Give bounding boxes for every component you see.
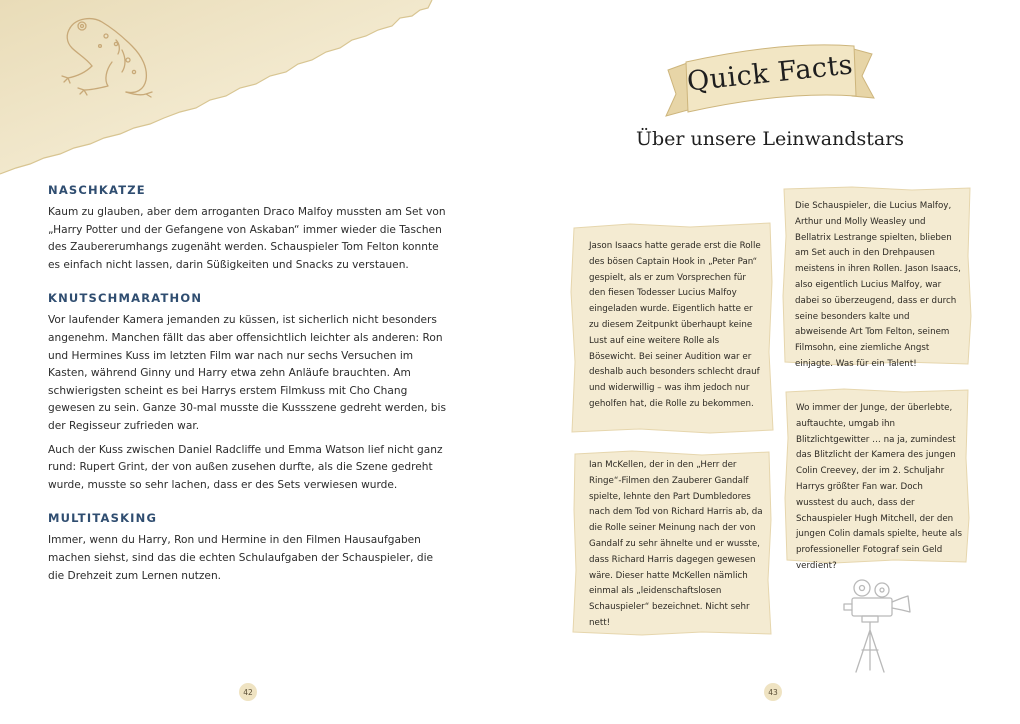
fact-note xyxy=(570,222,774,434)
section-heading: KNUTSCHMARATHON xyxy=(48,291,203,306)
fact-note xyxy=(782,186,972,369)
page-subtitle: Über unsere Leinwandstars xyxy=(635,128,905,150)
note-text: Wo immer der Junge, der überlebte, auftauchte, umgab ihn Blitzlichtgewitter … na ja, zumindest das Blitzlicht der Kamera des jungen Colin Creevey, der im 2. Schuljahr Harrys größter Fan war. Doch wusstest du auch, dass der Schauspieler Hugh Mitchell, der den jungen Colin damals spielte, heute als professioneller Fotograf sein Geld verdient? xyxy=(796,403,962,571)
section-paragraph: Kaum zu glauben, aber dem arroganten Draco Malfoy mussten am Set von „Harry Potter und der Gefangene von Askaban“ immer wieder die Taschen des Zaubererumhangs zugenäht werden. Schauspieler Tom Felton konnte es einfach nicht lassen, darin Süßigkeiten und Snacks zu verstauen. xyxy=(48,206,446,271)
fact-note xyxy=(784,388,970,571)
note-text: Jason Isaacs hatte gerade erst die Rolle des bösen Captain Hook in „Peter Pan“ gespielt, als er zum Vorsprechen für den fiesen Todesser Lucius Malfoy eingeladen wurde. Eigentlich hatte er zu diesem Zeitpunkt überhaupt keine Lust auf eine weitere Rolle als Bösewicht. Bei seiner Audition war er deshalb auch besonders schlecht drauf und widerwillig – was ihm jedoch nur geholfen hat, die Rolle zu bekommen. xyxy=(589,241,761,409)
note-text: Die Schauspieler, die Lucius Malfoy, Arthur und Molly Weasley und Bellatrix Lestrange spielten, blieben am Set auch in den Drehpausen meistens in ihren Rollen. Jason Isaacs, also eigentlich Lucius Malfoy, war dabei so überzeugend, dass er durch seine besonders kalte und abweisende Art Tom Felton, seinem Filmsohn, eine ziemliche Angst einjagte. Was für ein Talent! xyxy=(795,201,961,369)
note-text: Ian McKellen, der in den „Herr der Ringe“-Filmen den Zauberer Gandalf spielte, lehnte den Part Dumbledores nach dem Tod von Richard Harris ab, da die Rolle seiner Meinung nach der von Gandalf zu sehr ähnelte und er wusste, dass Richard Harris dagegen gewesen wäre. Dieser hatte McKellen nämlich einmal als „leidenschaftslosen Schauspieler“ bezeichnet. Nicht sehr nett! xyxy=(589,460,763,628)
section-knutschmarathon xyxy=(48,291,450,494)
section-heading: MULTITASKING xyxy=(48,511,158,526)
section-heading: NASCHKATZE xyxy=(48,183,146,197)
fact-note xyxy=(572,450,772,636)
left-page-text xyxy=(48,183,450,602)
frog-illustration-icon xyxy=(56,10,160,100)
section-paragraph: Auch der Kuss zwischen Daniel Radcliffe und Emma Watson lief nicht ganz rund: Rupert Grint, der von außen zusehen durfte, als die Szene gedreht wurde, musste so sehr lachen, dass er des Sets verwiesen wurde. xyxy=(48,443,443,491)
page-number-left: 42 xyxy=(239,683,257,701)
banner-title: Quick Facts xyxy=(685,49,855,98)
section-naschkatze xyxy=(48,183,450,274)
section-multitasking xyxy=(48,511,450,585)
section-paragraph: Vor laufender Kamera jemanden zu küssen, ist sicherlich nicht besonders angenehm. Manchen fällt das aber offensichtlich leichter als anderen: Ron und Hermines Kuss im letzten Film war nach nur sechs Versuchen im Kasten, während Ginny und Harry etwa zehn Anläufe brauchten. Am schwierigsten scheint es bei Harrys erstem Filmkuss mit Cho Chang gewesen zu sein. Ganze 30-mal musste die Kussszene gedreht werden, bis der Regisseur zufrieden war. xyxy=(48,314,447,432)
page-number-right: 43 xyxy=(764,683,782,701)
section-paragraph: Immer, wenn du Harry, Ron und Hermine in den Filmen Hausaufgaben machen siehst, sind das die echten Schulaufgaben der Schauspieler, die die Drehzeit zum Lernen nutzen. xyxy=(48,534,434,582)
film-camera-icon xyxy=(836,578,918,676)
